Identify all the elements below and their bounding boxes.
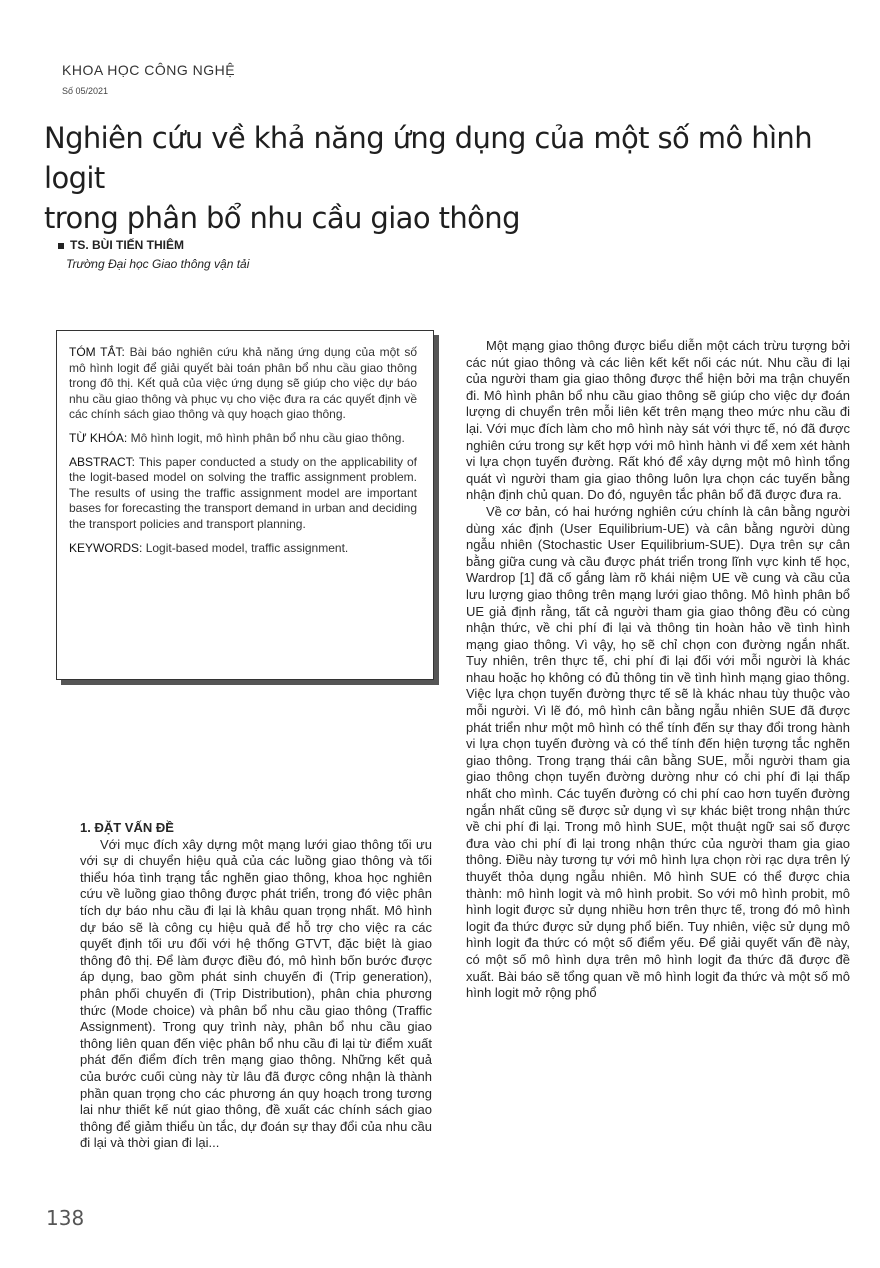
- article-title: [44, 118, 854, 238]
- right-column: [466, 338, 850, 1002]
- section-heading: 1. ĐẶT VẤN ĐỀ: [80, 820, 174, 835]
- body-paragraph: Với mục đích xây dựng một mạng lưới giao thông tối ưu với sự di chuyển hiệu quả của các luồng giao thông và tối thiểu hóa tình trạng tắc nghẽn giao thông, khoa học nghiên cứu về luồng giao thông được phát triển, trong đó việc phân tích dự báo nhu cầu đi lại là khâu quan trọng nhất. Mô hình dự báo sẽ là công cụ hiệu quả để hỗ trợ cho việc ra các quyết định tối ưu đối với hệ thống GTVT, đặc biệt là giao thông đô thị. Để làm được điều đó, mô hình bốn bước được áp dụng, bao gồm phát sinh chuyến đi (Trip generation), phân phối chuyến đi (Trip Distribution), phân chia phương thức (Mode choice) và phân bổ nhu cầu giao thông (Traffic Assignment). Trong quy trình này, phân bổ nhu cầu giao thông liên quan đến việc phân bổ nhu cầu đi lại từ điểm xuất phát đến điểm đích trên mạng giao thông. Những kết quả của bước cuối cùng này từ lâu đã được công nhận là thành phần quan trọng cho các phương án quy hoạch trong tương lai như thiết kế nút giao thông, đề xuất các chính sách giao thông để giảm thiểu ùn tắc, dự đoán sự thay đổi của nhu cầu đi lại và thời gian đi lại...: [80, 836, 432, 1151]
- keywords-paragraph: [69, 541, 417, 557]
- issue-number: Số 05/2021: [62, 86, 109, 96]
- tom-tat-paragraph: [69, 345, 417, 423]
- section-label: KHOA HỌC CÔNG NGHỆ: [62, 62, 236, 78]
- body-paragraph: Một mạng giao thông được biểu diễn một cách trừu tượng bởi các nút giao thông và các liên kết kết nối các nút. Nhu cầu đi lại của người tham gia giao thông được thể hiện bởi ma trận chuyến đi. Mô hình phân bổ nhu cầu giao thông sẽ giúp cho việc dự đoán lượng di chuyển trên mỗi liên kết trên mạng theo mức nhu cầu đi lại. Với mục đích làm cho mô hình này sát với thực tế, nó đã được nghiên cứu trong sự kết hợp với mô hình hành vi để xem xét hành vi lựa chọn tuyến đường. Rất khó để xây dựng một mô hình tổng quát vì người tham gia giao thông luôn lựa chọn các tuyến bằng nhận định chủ quan. Do đó, nguyên tắc phân bổ đã được đưa ra.: [466, 338, 850, 503]
- author-name: TS. BÙI TIẾN THIÊM: [70, 238, 184, 252]
- author-bullet-icon: [58, 243, 64, 249]
- keywords-text: Logit-based model, traffic assignment.: [145, 540, 349, 555]
- title-line-1: Nghiên cứu về khả năng ứng dụng của một số mô hình logit: [44, 121, 812, 195]
- tom-tat-text: Bài báo nghiên cứu khả năng ứng dụng của một số mô hình logit để giải quyết bài toán phân bổ nhu cầu giao thông trong đô thị. Kết quả của việc ứng dụng sẽ giúp cho việc dự báo nhu cầu giao thông và phục vụ cho việc đưa ra các quyết định về các chính sách giao thông và quy hoạch giao thông.: [69, 345, 417, 422]
- left-column: [80, 820, 432, 1152]
- abstract-text: This paper conducted a study on the applicability of the logit-based model on solving the traffic assignment problem. The results of using the traffic assignment model are important bases for forecasting the transport demand in urban and deciding the transport policies and transport planning.: [69, 454, 417, 531]
- author: [58, 238, 184, 252]
- abstract-label: ABSTRACT:: [69, 454, 136, 469]
- tu-khoa-text: Mô hình logit, mô hình phân bổ nhu cầu giao thông.: [130, 430, 405, 445]
- body-paragraph: Về cơ bản, có hai hướng nghiên cứu chính là cân bằng người dùng xác định (User Equilibrium-UE) và cân bằng người dùng ngẫu nhiên (Stochastic User Equilibrium-SUE). Dựa trên sự cân bằng giữa cung và cầu được phát triển trong lĩnh vực kinh tế học, Wardrop [1] đã cố gắng làm rõ khái niệm UE về cung và cầu của lưu lượng giao thông trên mạng lưới giao thông. Mô hình phân bổ UE giả định rằng, tất cả người tham gia giao thông đều có cùng nhận thức, về chi phí đi lại và thông tin hoàn hảo về tình hình mạng giao thông. Vì vậy, họ sẽ chỉ chọn con đường ngắn nhất. Tuy nhiên, trên thực tế, chi phí đi lại đối với mỗi người là khác nhau hoặc họ không có đủ thông tin về tình hình mạng giao thông. Việc lựa chọn tuyến đường thực tế sẽ là khác nhau tùy thuộc vào mỗi người. Vì lẽ đó, mô hình cân bằng ngẫu nhiên SUE đã được phát triển như một mô hình có thể tính đến sự thay đổi trong hành vi lựa chọn tuyến đường và có thể tính đến hiện tượng tắc nghẽn giao thông. Trong trạng thái cân bằng SUE, mỗi người tham gia giao thông chọn tuyến đường dường như có chi phí đi lại thấp nhất cho mình. Các tuyến đường có chi phí cao hơn tuyến đường ngắn nhất cũng sẽ được sử dụng vì sự khác biệt trong nhận thức về chi phí đi lại. Trong mô hình SUE, một thuật ngữ sai số được đưa vào chi phí đi lại trong nhận thức của người tham gia giao thông. Điều này tương tự với mô hình lựa chọn rời rạc dựa trên lý thuyết thỏa dụng ngẫu nhiên. Mô hình SUE có thể được chia thành: mô hình logit và mô hình probit. So với mô hình probit, mô hình logit được sử dụng nhiều hơn trên thực tế, trong đó mô hình logit đa thức được sử dụng phổ biến. Tuy nhiên, việc sử dụng mô hình logit đa thức có một số điểm yếu. Để giải quyết vấn đề này, có một số mô hình dựa trên mô hình logit đa thức đã được đề xuất. Bài báo sẽ tổng quan về mô hình logit đa thức và một số mô hình logit mở rộng phổ: [466, 503, 850, 1001]
- abstract-content: [69, 345, 417, 564]
- tom-tat-label: TÓM TẮT:: [69, 345, 125, 359]
- keywords-label: KEYWORDS:: [69, 540, 143, 555]
- abstract-box: [56, 330, 434, 680]
- tu-khoa-label: TỪ KHÓA:: [69, 430, 128, 445]
- abstract-paragraph: [69, 455, 417, 533]
- tu-khoa-paragraph: [69, 431, 417, 447]
- title-line-2: trong phân bổ nhu cầu giao thông: [44, 201, 520, 235]
- affiliation: Trường Đại học Giao thông vận tải: [66, 257, 250, 271]
- page-number: 138: [46, 1206, 85, 1230]
